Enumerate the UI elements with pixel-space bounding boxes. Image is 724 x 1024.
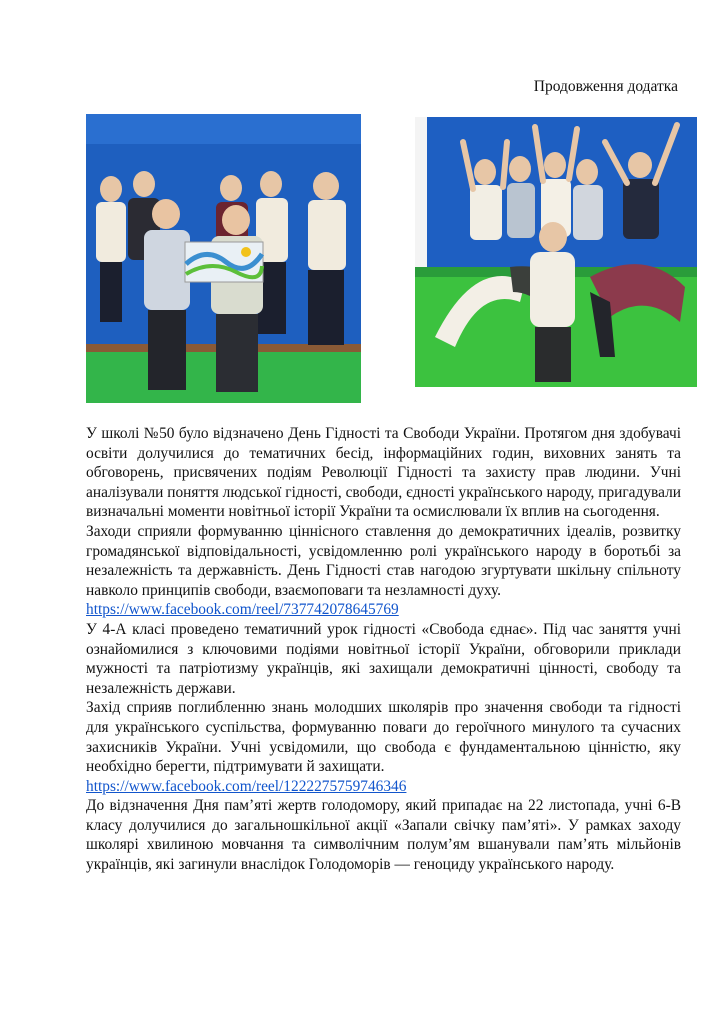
paragraph-lesson-result: Захід сприяв поглибленню знань молодших школярів про значення свободи та гідності для українського суспільства, формуванню поваги до героїчного минулого та сучасних захисників України. Учні усвідомили, що свобода є фундаментальною цінністю, яку необхідно берегти, підтримувати й захищати. [86, 699, 681, 776]
paragraph-dignity-day: У школі №50 було відзначено День Гідності та Свободи України. Протягом дня здобувачі освіти долучилися до тематичних бесід, інформаційних годин, виховних занять та обговорень, присвячених подіям Революції Гідності та захисту прав людини. Учні аналізували поняття людської гідності, свободи, єдності українського народу, пригадували визначальні моменти новітньої історії України та осмислювали їх вплив на сьогодення. [86, 425, 681, 521]
facebook-reel-link-1[interactable]: https://www.facebook.com/reel/737742078645769 [86, 601, 399, 619]
photo-icon [86, 114, 361, 403]
header-note: Продовження додатка [533, 78, 678, 95]
paragraph-dignity-values: Заходи сприяли формуванню ціннісного ставлення до демократичних ідеалів, розвитку громадянської відповідальності, усвідомленню ролі українського народу в боротьбі за незалежність та державність. День Гідності став нагодою згуртувати шкільну спільноту навколо принципів свободи, взаємоповаги та незламності духу. [86, 522, 681, 599]
photo-icon [415, 117, 697, 387]
paragraph-4a-lesson: У 4-А класі проведено тематичний урок гідності «Свобода єднає». Під час заняття учні ознайомилися з ключовими подіями новітньої історії України, обговорили приклади мужності та патріотизму українців, які захищали демократичні цінності, свободу та незалежність держави. [86, 620, 681, 697]
article-text [86, 424, 681, 875]
paragraph-holodomor: До відзначення Дня пам’яті жертв голодомору, який припадає на 22 листопада, учні 6-В класу долучилися до загальношкільної акції «Запали свічку пам’яті». У рамках заходу школярі хвилиною мовчання та символічним полум’ям вшанували пам’ять мільйонів українців, які загинули внаслідок Голодоморів — геноциду українського народу. [86, 797, 681, 874]
photo-students-with-drawing [86, 114, 361, 403]
photo-students-posing [415, 117, 697, 387]
facebook-reel-link-2[interactable]: https://www.facebook.com/reel/1222275759746346 [86, 777, 407, 795]
